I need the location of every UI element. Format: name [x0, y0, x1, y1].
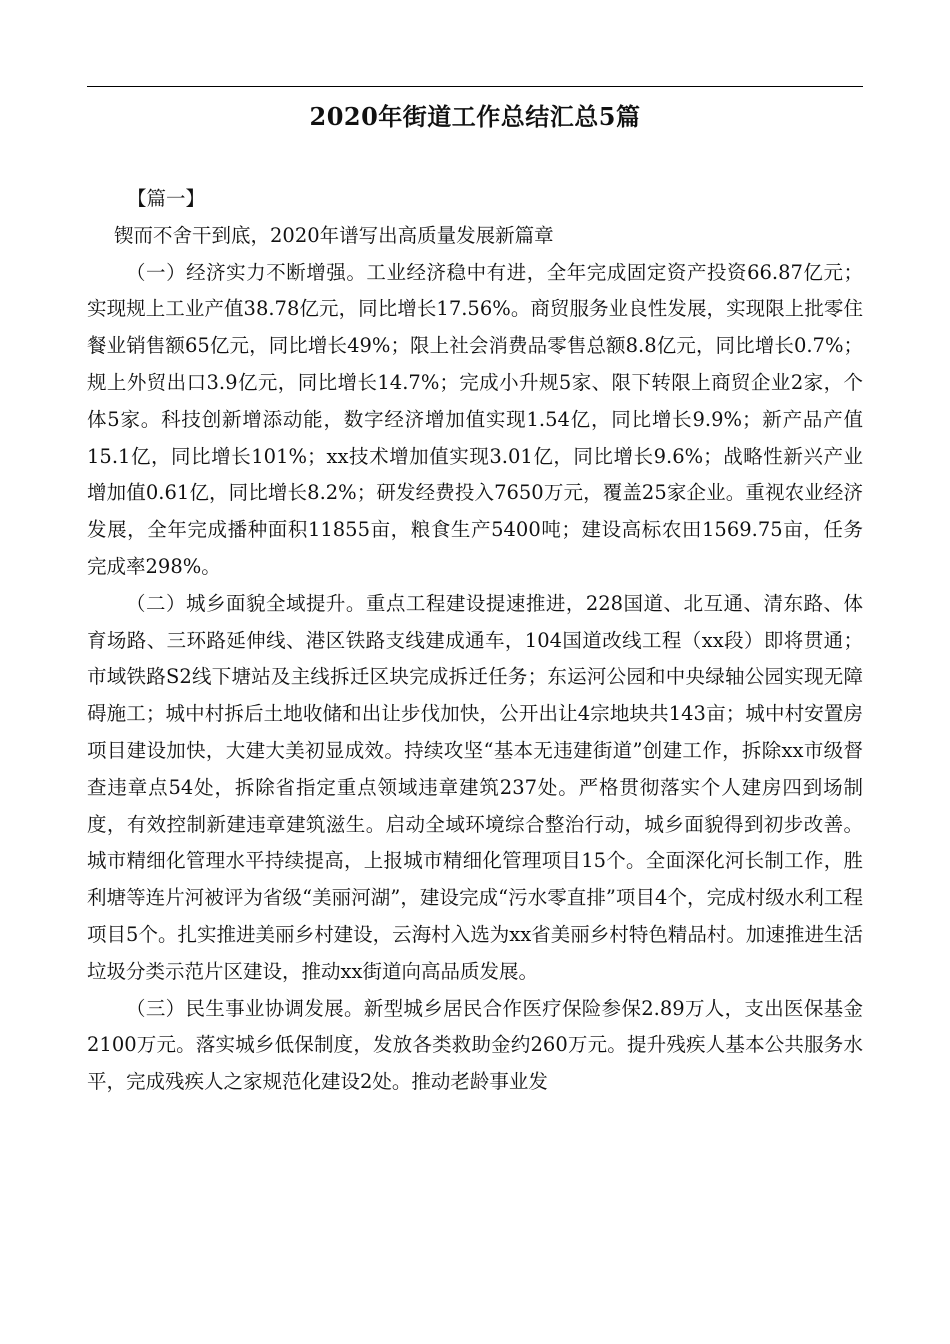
paragraph-urban-rural: （二）城乡面貌全域提升。重点工程建设提速推进，228国道、北互通、清东路、体育场路、三环路延伸线、港区铁路支线建成通车，104国道改线工程（xx段）即将贯通；市域铁路S2线下塘站及主线拆迁区块完成拆迁任务；东运河公园和中央绿轴公园实现无障碍施工；城中村拆后土地收储和出让步伐加快，公开出让4宗地块共143亩；城中村安置房项目建设加快，大建大美初显成效。持续攻坚“基本无违建街道”创建工作，拆除xx市级督查违章点54处，拆除省指定重点领域违章建筑237处。严格贯彻落实个人建房四到场制度，有效控制新建违章建筑滋生。启动全域环境综合整治行动，城乡面貌得到初步改善。城市精细化管理水平持续提高，上报城市精细化管理项目15个。全面深化河长制工作，胜利塘等连片河被评为省级“美丽河湖”，建设完成“污水零直排”项目4个，完成村级水利工程项目5个。扎实推进美丽乡村建设，云海村入选为xx省美丽乡村特色精品村。加速推进生活垃圾分类示范片区建设，推动xx街道向高品质发展。: [87, 591, 863, 983]
paragraph-economy: （一）经济实力不断增强。工业经济稳中有进，全年完成固定资产投资66.87亿元；实现规上工业产值38.78亿元，同比增长17.56%。商贸服务业良性发展，实现限上批零住餐业销售额65亿元，同比增长49%；限上社会消费品零售总额8.8亿元，同比增长0.7%；规上外贸出口3.9亿元，同比增长14.7%；完成小升规5家、限下转限上商贸企业2家，个体5家。科技创新增添动能，数字经济增加值实现1.54亿，同比增长9.9%；新产品产值15.1亿，同比增长101%；xx技术增加值实现3.01亿，同比增长9.6%；战略性新兴产业增加值0.61亿，同比增长8.2%；研发经费投入7650万元，覆盖25家企业。重视农业经济发展，全年完成播种面积11855亩，粮食生产5400吨；建设高标农田1569.75亩，任务完成率298%。: [87, 260, 863, 578]
section-label: 【篇一】: [127, 187, 206, 210]
paragraph-livelihood: （三）民生事业协调发展。新型城乡居民合作医疗保险参保2.89万人，支出医保基金2100万元。落实城乡低保制度，发放各类救助金约260万元。提升残疾人基本公共服务水平，完成残疾人之家规范化建设2处。推动老龄事业发: [87, 996, 863, 1094]
document-title: 2020年街道工作总结汇总5篇: [309, 102, 641, 131]
section-subtitle: 锲而不舍干到底，2020年谱写出高质量发展新篇章: [114, 223, 554, 247]
header-rule: [87, 86, 863, 87]
document-body: [87, 181, 863, 1101]
